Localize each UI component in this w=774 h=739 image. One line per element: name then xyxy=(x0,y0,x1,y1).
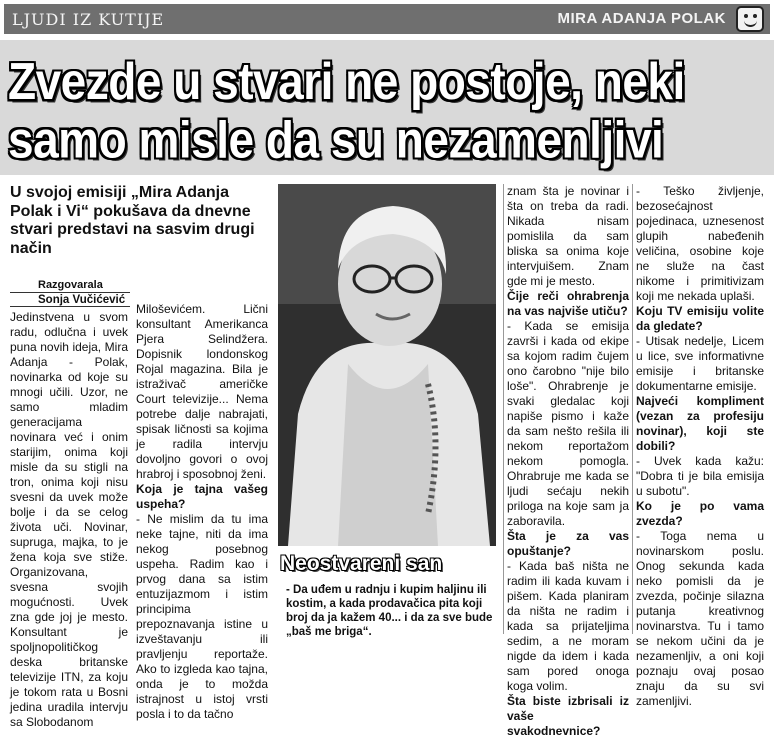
photo-caption-text: - Da uđem u radnju i kupim haljinu ili kostim, a kada prodavačica pita koji broj da ja kažem 40... i da za sve bude „baš me briga“. xyxy=(286,584,493,638)
answer: - Toga nema u novinarskom poslu. Onog sekunda kada neko pomisli da je zvezda, počinje silazna putanja kreativnog novinarstva. Tu i tamo se nekom učini da je nezamenljiv, a oni koji poznaju ovaj posao znaju da su svi zamenljivi. xyxy=(636,529,764,708)
question: Šta je za vas opuštanje? xyxy=(507,529,629,558)
article-column-1 xyxy=(10,310,128,730)
smiley-tv-icon xyxy=(736,6,764,32)
answer: - Teško življenje, bezosećajnost pojedinaca, uznesenost glupih nabeđenih veličina, osobine koje ne služe na čast nikome i primitivizam koji me nekada uplaši. xyxy=(636,184,764,303)
byline-rule-bottom xyxy=(10,306,130,307)
answer: - Kada baš ništa ne radim ili kada kuvam i pišem. Kada planiram da ništa ne radim i kada sa prijateljima sedim, a ne moram nigde da idem i kada sam pored onoga koga volim. xyxy=(507,559,629,693)
byline-name: Sonja Vučićević xyxy=(38,294,126,306)
answer: - Ne mislim da tu ima neke tajne, niti da ima nekog posebnog uspeha. Radim kao i prvog dana sa istim entuzijazmom i istim principima prepoznavanja istine u izveštavanju ili pravljenju reportaže. Ako to izgleda kao tajna, onda je to možda istrajnost u istoj vrsti posla i to da tačno xyxy=(136,512,268,721)
byline-rule-top xyxy=(10,292,130,293)
question: Šta biste izbrisali iz vaše svakodnevnice? xyxy=(507,694,629,738)
column-divider xyxy=(632,184,633,634)
column-author: MIRA ADANJA POLAK xyxy=(557,10,726,27)
article-column-4 xyxy=(636,184,764,709)
question: Najveći kompliment (vezan za profesiju novinar), koji ste dobili? xyxy=(636,394,764,453)
section-header-bar xyxy=(4,4,770,34)
question: Koju TV emisiju volite da gledate? xyxy=(636,304,764,333)
intro-box xyxy=(10,184,266,276)
answer: - Kada se emisija završi i kada od ekipe sa kojom radim čujem ono čarobno "nije bilo loše". Ohrabrenje je svaki gledalac koji napiše pismo i kaže da sam nešto rešila ili nekom reportažom nekom pomogla. Ohrabruje me kada se ljudi sećaju nekih priloga na koje sam ja zaboravila. xyxy=(507,319,629,528)
answer: znam šta je novinar i šta on treba da radi. Nikada nisam pomislila da sam bliska sa onima koje intervjuišem. Znam gde mi je mesto. xyxy=(507,184,629,288)
answer: - Utisak nedelje, Licem u lice, sve informativne emisije i britanske dokumentarne emisije. xyxy=(636,334,764,393)
column-divider xyxy=(503,184,504,634)
article-column-3 xyxy=(507,184,629,739)
answer: - Uvek kada kažu: "Dobra ti je bila emisija u subotu". xyxy=(636,454,764,498)
question: Koja je tajna vašeg uspeha? xyxy=(136,482,268,511)
intro-text: U svojoj emisiji „Mira Adanja Polak i Vi“ pokušava da dnevne stvari predstavi na sasvim drugi način xyxy=(10,184,255,257)
headline: Zvezde u stvari ne postoje, neki samo misle da su nezamenljivi xyxy=(8,52,685,169)
paragraph: Miloševićem. Lični konsultant Amerikanca Pjera Selindžera. Dopisnik londonskog Rojal magazina. Bila je istraživač američke Court televizije... Nema potrebe dalje nabrajati, spisak ličnosti sa kojima je radila intervju dovoljno govori o ovoj hrabroj i sposobnoj ženi. xyxy=(136,302,268,481)
article-column-2 xyxy=(136,302,268,722)
paragraph: Jedinstvena u svom radu, odlučna i uvek puna novih ideja, Mira Adanja - Polak, novinarka od koje su mnogi učili. Uzor, ne samo mladim generacijama novinara već i onim starijim, onima koji misle da su stigli na tron, onima koji nisu svesni da uvek može bolje i da se celog života uči. Novinar, supruga, majka, to je žena koja sve stiže. Organizovana, svesna svojih mogućnosti. Uvek zna gde joj je mesto. Konsultant je spoljnopolitičkog deska britanske televizije ITN, za koju je tokom rata u Bosni jedina uradila intervju sa Slobodanom xyxy=(10,310,128,729)
portrait-photo xyxy=(278,184,496,546)
question: Ko je po vama zvezda? xyxy=(636,499,764,528)
photo-caption-title: Neostvareni san xyxy=(280,552,443,575)
question: Čije reči ohrabrenja na vas najviše utiču? xyxy=(507,289,629,318)
byline-label: Razgovarala xyxy=(38,279,103,291)
section-title: LJUDI IZ KUTIJE xyxy=(12,10,165,29)
portrait-illustration xyxy=(278,184,496,546)
